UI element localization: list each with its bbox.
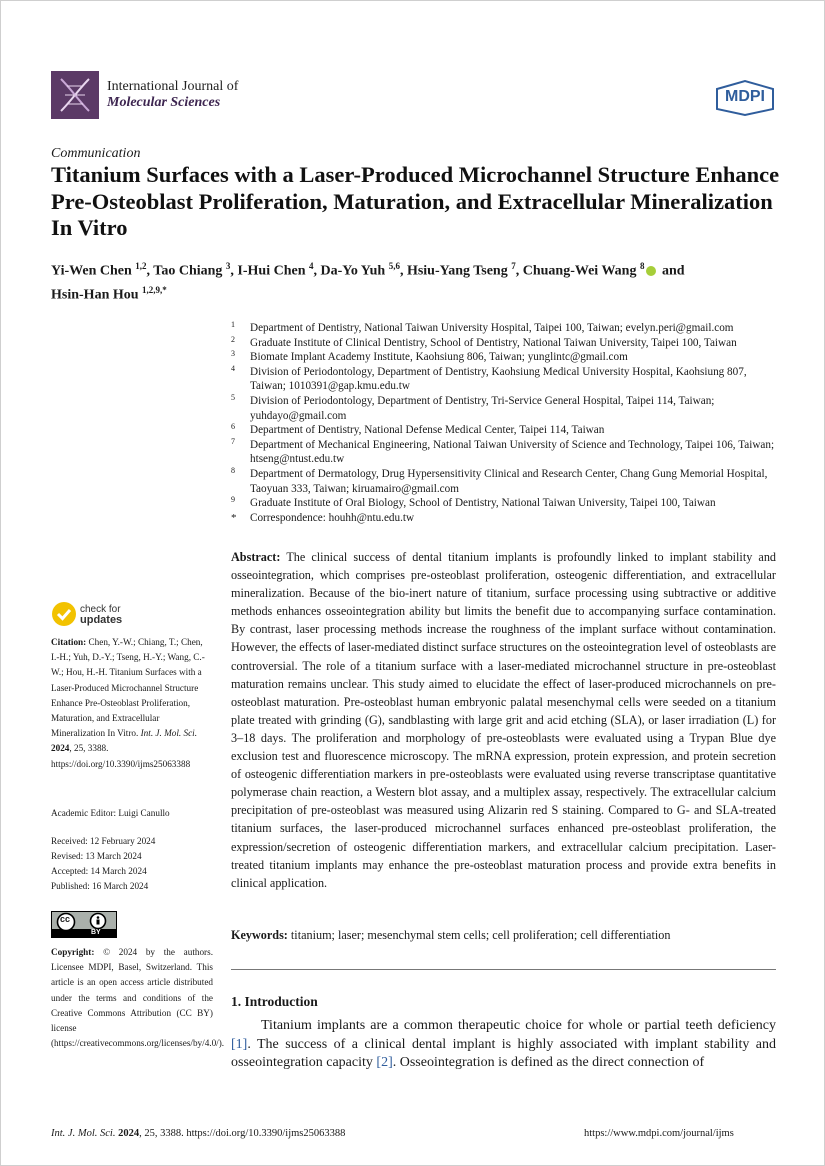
citation-journal: Int. J. Mol. Sci.: [140, 728, 197, 739]
cc-icon: cc: [60, 914, 71, 924]
affiliation-text: Department of Dentistry, National Taiwan University Hospital, Taipei 100, Taiwan; evelyn.peri@gmail.com: [250, 322, 734, 334]
copyright-block: [51, 945, 225, 1051]
citation-label: Citation:: [51, 637, 87, 647]
affiliation-text: Graduate Institute of Clinical Dentistry, School of Dentistry, National Taiwan University, Taipei 100, Taiwan: [250, 336, 737, 349]
keywords-text: titanium; laser; mesenchymal stem cells; cell proliferation; cell differentiation: [290, 928, 671, 942]
footer-doi[interactable]: , 25, 3388. https://doi.org/10.3390/ijms25063388: [139, 1128, 346, 1139]
citation-block: [51, 635, 213, 772]
affiliation-text: Graduate Institute of Oral Biology, School of Dentistry, National Taiwan University, Taipei 100, Taiwan: [250, 497, 716, 510]
affiliation-number: 8: [231, 465, 235, 475]
affiliation-item: [231, 321, 776, 336]
affiliation-text: Division of Periodontology, Department of Dentistry, Tri-Service General Hospital, Taipei 114, Taiwan; yuhdayo@gmail.com: [250, 394, 715, 422]
author-affil-sup: 1,2: [135, 261, 147, 271]
journal-name-line2: Molecular Sciences: [107, 95, 221, 110]
author-affil-sup: 5,6: [388, 261, 400, 271]
author-list: Yi-Wen Chen $^{1,2}$, Tao Chiang $^3$, I-Hui Chen $^4$, Da-Yo Yuh $^{5,6}$, Hsiu-Yang Tseng $^7$, Chuang-Wei Wang $^8$ and Hsin-Han Hou $^{1,2,9,*}$: [51, 261, 685, 303]
author-affil-sup: 7: [511, 261, 516, 271]
citation-year: 2024: [51, 743, 70, 754]
affiliation-item: [231, 467, 776, 496]
academic-editor: Academic Editor: Luigi Canullo: [51, 808, 170, 818]
keywords-label: Keywords:: [231, 928, 288, 942]
affiliation-text: Biomate Implant Academy Institute, Kaohsiung 806, Taiwan; yunglintc@gmail.com: [250, 351, 628, 364]
introduction-paragraph: [231, 1017, 776, 1073]
reference-link[interactable]: [1]: [231, 1036, 248, 1052]
copyright-text: © 2024 by the authors. Licensee MDPI, Basel, Switzerland. This article is an open access article distributed under the terms and conditions of the Creative Commons Attribution (CC BY) license (https://creativecommons.org/licenses/by/4.0/).: [51, 947, 225, 1049]
check-updates-icon: [51, 601, 77, 627]
affiliation-item: [231, 394, 776, 423]
author-affil-sup: 3: [225, 261, 231, 271]
mdpi-logo[interactable]: [713, 79, 777, 117]
affiliation-number: 1: [231, 320, 235, 329]
author-name: Hsiu-Yang Tseng: [406, 263, 508, 279]
revised-date: Revised: 13 March 2024: [51, 851, 142, 861]
citation-doi[interactable]: , 25, 3388. https://doi.org/10.3390/ijms25063388: [51, 743, 191, 769]
intro-text: Titanium implants are a common therapeutic choice for whole or partial teeth deficiency: [261, 1018, 776, 1033]
affiliation-text: Department of Mechanical Engineering, National Taiwan University of Science and Technology, Taipei 106, Taiwan; htseng@ntust.edu.tw: [250, 438, 775, 466]
article-type: Communication: [51, 146, 141, 161]
affiliation-number: 3: [231, 349, 235, 359]
author-name: Chuang-Wei Wang: [522, 263, 637, 279]
abstract-label: Abstract:: [231, 550, 281, 564]
correspondence-text: Correspondence: houhh@ntu.edu.tw: [250, 511, 415, 524]
affiliation-number: 9: [231, 495, 235, 505]
journal-logo: [51, 71, 99, 119]
check-updates-line1: check for: [80, 604, 121, 615]
affiliation-text: Department of Dermatology, Drug Hypersensitivity Clinical and Research Center, Chang Gung Memorial Hospital, Taoyuan 333, Taiwan; kiruamairo@gmail.com: [250, 467, 768, 495]
abstract-text: The clinical success of dental titanium implants is profoundly linked to implant stability and osseointegration, which comprises pre-osteoblast proliferation, osteogenic differentiation, and extracellular mineralization. Because of the bio-inert nature of titanium, surface processing using subtractive or additive methods enhances osseointegration ability but limits the benefit due to accompanying surface contamination. By contrast, laser processing methods increase the roughness of the implant surface without contamination. However, the effects of laser-mediated distinct surface structures on the osteointegration level of osteoblasts are controversial. The role of a titanium surface with a laser-mediated microchannel structure in pre-osteoblast maturation remains unclear. This study aimed to elucidate the effect of laser-produced microchannels on pre-osteoblast maturation. Pre-osteoblast human embryonic palatal mesenchymal cells were seeded on a titanium plate treated with grinding (G), sandblasting with large grit and acid etching (SLA), or laser irradiation (L) for 3–18 days. The proliferation and morphology of pre-osteoblasts were evaluated using a Trypan Blue dye exclusion test and fluorescence microscopy. The mRNA expression, protein expression, and protein secretion of osteogenic differentiation markers in pre-osteoblasts were evaluated using reverse transcriptase quantitative polymerase chain reaction, a Western blot assay, and a multiplex assay, respectively. The extracellular calcium precipitation of pre-osteoblast was measured using Alizarin red S staining. Compared to G- and SLA-treated titanium surfaces, the laser-produced microchannel surfaces enhanced pre-osteoblast proliferation, the expression/secretion of osteogenic differentiation markers, and extracellular calcium precipitation. Laser-treated titanium implants may enhance the pre-osteoblast maturation process and provide extra benefits in clinical application.: [231, 550, 777, 890]
affiliation-number: 6: [231, 422, 235, 432]
keywords: [231, 926, 776, 944]
abstract: [231, 548, 776, 892]
article-title: Titanium Surfaces with a Laser-Produced Microchannel Structure Enhance Pre-Osteoblast Proliferation, Maturation, and Extracellular Mineralization In Vitro: [51, 162, 780, 240]
author-affil-sup: 8: [639, 261, 645, 271]
affiliation-number: 2: [231, 334, 235, 344]
affiliation-text: Department of Dentistry, National Defense Medical Center, Taipei 114, Taiwan: [250, 424, 605, 437]
footer-journal-url[interactable]: https://www.mdpi.com/journal/ijms: [584, 1128, 734, 1139]
section-divider: [231, 969, 776, 970]
check-updates-line2: updates: [80, 614, 123, 626]
reference-link[interactable]: [2]: [376, 1055, 393, 1070]
affiliation-item: [231, 496, 776, 511]
affiliation-item: [231, 365, 776, 394]
publisher-name: MDPI: [725, 88, 765, 105]
footer-citation: [51, 1128, 345, 1139]
intro-text: . The success of a clinical dental implant is highly associated with implant stability and osseointegration capacity: [231, 1036, 776, 1070]
citation-text: Chen, Y.-W.; Chiang, T.; Chen, I.-H.; Yuh, D.-Y.; Tseng, H.-Y.; Wang, C.-W.; Hou, H.-H. Titanium Surfaces with a Laser-Produced Microchannel Structure Enhance Pre-Osteoblast Proliferation, Maturation, and Extracellular Mineralization In Vitro.: [51, 637, 205, 739]
author-affil-sup: 1,2,9,*: [142, 284, 167, 295]
affiliation-item: [231, 350, 776, 365]
received-date: Received: 12 February 2024: [51, 836, 156, 846]
copyright-label: Copyright:: [51, 947, 95, 957]
published-date: Published: 16 March 2024: [51, 881, 149, 891]
affiliation-number: 7: [231, 436, 235, 446]
affiliation-text: Division of Periodontology, Department of Dentistry, Kaohsiung Medical University Hospital, Kaohsiung 807, Taiwan; 1010391@gap.kmu.edu.tw: [250, 365, 747, 393]
cc-by-license-badge[interactable]: [51, 911, 117, 938]
author-name: Hsin-Han Hou: [51, 287, 139, 303]
accepted-date: Accepted: 14 March 2024: [51, 866, 147, 876]
affiliations: [231, 321, 776, 525]
correspondence: [231, 511, 776, 526]
by-label: BY: [91, 929, 101, 936]
affiliation-number: 5: [231, 392, 235, 402]
check-for-updates-button[interactable]: [51, 601, 171, 631]
author-name: Tao Chiang: [153, 263, 223, 279]
author-name: Yi-Wen Chen: [51, 263, 132, 279]
affiliation-number: 4: [231, 363, 235, 373]
intro-text: . Osseointegration is defined as the direct connection of: [392, 1055, 705, 1070]
author-affil-sup: 4: [308, 261, 314, 271]
journal-name-line1: International Journal of: [107, 79, 239, 94]
author-name: I-Hui Chen: [237, 263, 306, 279]
footer-journal: Int. J. Mol. Sci.: [51, 1128, 116, 1139]
footer-year: 2024: [118, 1128, 140, 1139]
authors-and: and: [661, 263, 685, 279]
author-name: Da-Yo Yuh: [320, 263, 386, 279]
affiliation-item: [231, 423, 776, 438]
affiliation-item: [231, 438, 776, 467]
section-heading: 1. Introduction: [231, 994, 318, 1009]
affiliation-item: [231, 336, 776, 351]
orcid-icon[interactable]: [646, 266, 656, 276]
correspondence-mark: *: [231, 511, 237, 524]
